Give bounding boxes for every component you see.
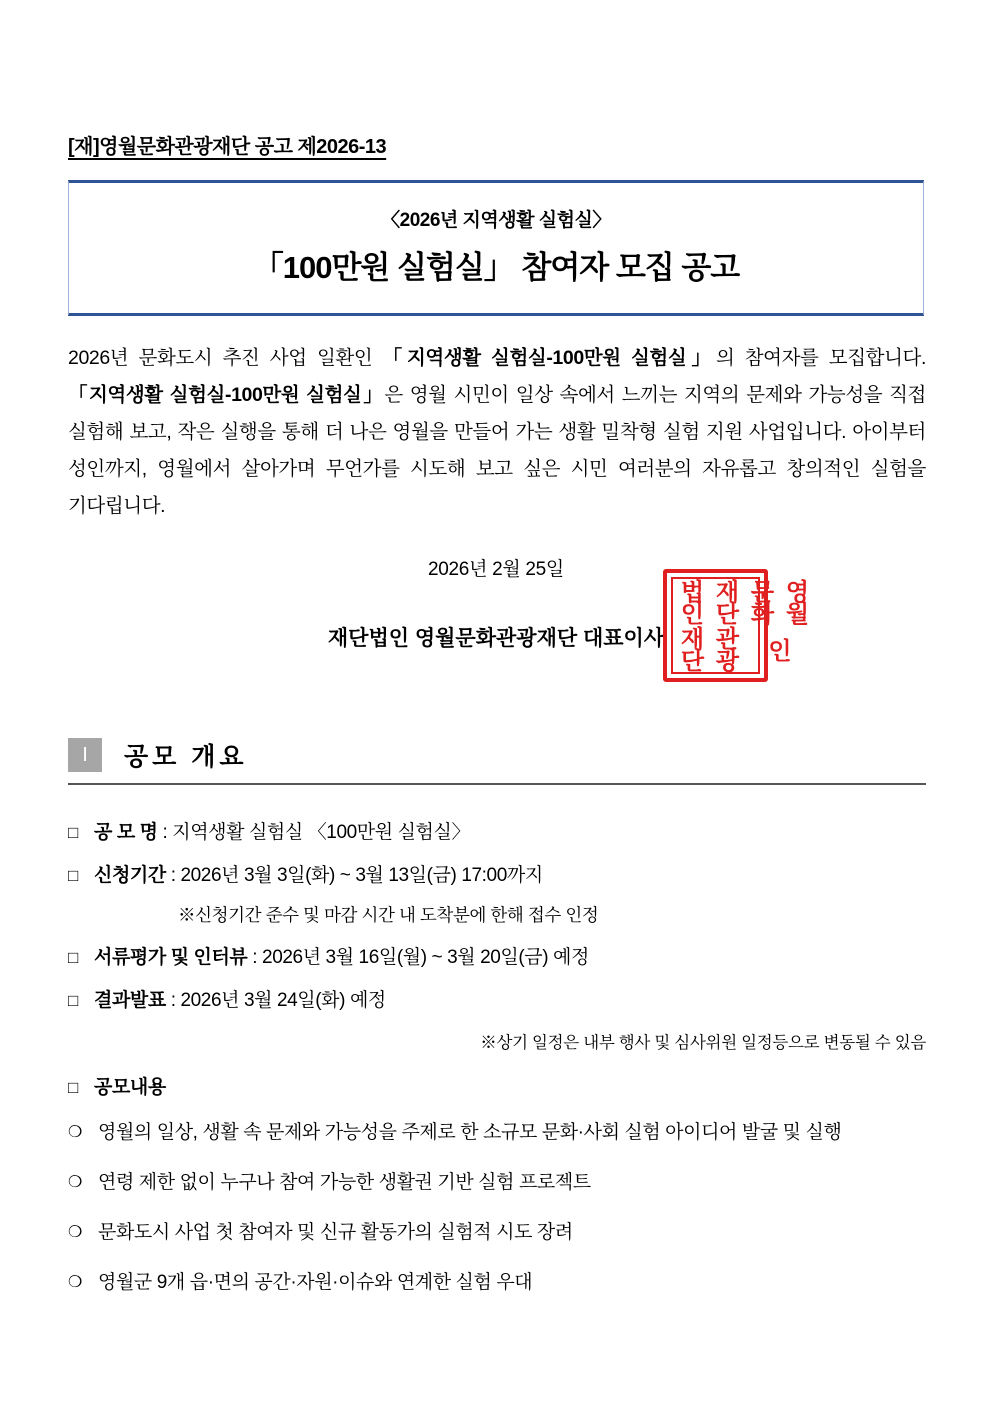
item-text (94, 986, 926, 1016)
list-item (68, 1116, 926, 1150)
official-seal-stamp (663, 569, 810, 682)
content-item-text: 연령 제한 없이 누구나 참여 가능한 생활권 기반 실험 프로젝트 (98, 1172, 591, 1193)
intro-bold-2: 「지역생활 실험실-100만원 실험실」 (68, 384, 385, 406)
item-label: 공 모 명 (94, 822, 158, 843)
section-title: 공모 개요 (124, 743, 248, 771)
intro-text-2: 의 참여자를 모집합니다. (715, 347, 926, 369)
list-item (68, 861, 926, 891)
section-head (68, 737, 926, 785)
list-item (68, 1073, 926, 1103)
square-bullet-icon: □ (68, 1078, 78, 1097)
item-label: 결과발표 (94, 990, 166, 1011)
seal-char-2: 영월문화 (746, 579, 810, 623)
schedule-change-note: ※상기 일정은 내부 행사 및 심사위원 일정등으로 변동될 수 있음 (480, 1034, 926, 1052)
circle-bullet-icon: ❍ (68, 1124, 82, 1141)
circle-bullet-icon: ❍ (68, 1174, 82, 1191)
title-subtitle: 〈2026년 지역생활 실험실〉 (381, 210, 611, 231)
item-value: 2026년 3월 3일(화) ~ 3월 13일(금) 17:00까지 (180, 865, 543, 886)
title-box (68, 180, 924, 316)
intro-bold-1: 「지역생활 실험실-100만원 실험실」 (382, 347, 716, 369)
item-value: 2026년 3월 24일(화) 예정 (180, 990, 386, 1011)
circle-bullet-icon: ❍ (68, 1274, 82, 1291)
seal-char-3: 관광재단 (676, 625, 740, 670)
item-separator: : (165, 990, 181, 1011)
content-item-text: 영월의 일상, 생활 속 문제와 가능성을 주제로 한 소규모 문화·사회 실험 아이디어 발굴 및 실행 (98, 1122, 842, 1143)
intro-paragraph (68, 340, 926, 525)
section-heading-overview (68, 737, 926, 785)
item-label: 신청기간 (94, 865, 166, 886)
list-item (68, 1166, 926, 1200)
document-date: 2026년 2월 25일 (428, 559, 564, 580)
square-bullet-icon: □ (68, 866, 78, 885)
square-bullet-icon: □ (68, 948, 78, 967)
item-value: 지역생활 실험실 〈100만원 실험실〉 (172, 822, 471, 843)
list-item (68, 986, 926, 1016)
list-item (68, 818, 926, 848)
seal-char-4: 인 (763, 637, 793, 660)
square-bullet-icon: □ (68, 823, 78, 842)
item-text (94, 943, 926, 973)
list-item (68, 1216, 926, 1250)
square-bullet-icon: □ (68, 991, 78, 1010)
section-number-badge: Ⅰ (68, 738, 102, 772)
intro-text-3: 은 영월 시민이 일상 속에서 느끼는 지역의 문제와 가능성을 직접 실험해 보고, 작은 실행을 통해 더 나은 영월을 만들어 가는 생활 밀착형 실험 지원 사업입니다. 아이부터 성인까지, 영월에서 살아가며 무언가를 시도해 보고 싶은 시민 여러분의 자유롭고 창의적인 실험을 기다립니다. (68, 384, 926, 517)
item-text (94, 861, 926, 891)
circle-bullet-icon: ❍ (68, 1224, 82, 1241)
item-separator: : (165, 865, 181, 886)
page-title: 「100만원 실험실」 참여자 모집 공고 (252, 250, 740, 285)
deadline-note: ※신청기간 준수 및 마감 시간 내 도착분에 한해 접수 인정 (178, 905, 599, 925)
item-separator: : (157, 822, 173, 843)
intro-text-1: 2026년 문화도시 추진 사업 일환인 (68, 347, 383, 369)
content-item-text: 문화도시 사업 첫 참여자 및 신규 활동가의 실험적 시도 장려 (98, 1222, 573, 1243)
item-value: 2026년 3월 16일(월) ~ 3월 20일(금) 예정 (262, 947, 589, 968)
seal-inner-grid (671, 577, 810, 674)
list-item (68, 943, 926, 973)
overview-body (68, 818, 926, 1316)
content-label: 공모내용 (94, 1077, 166, 1098)
signature-line: 재단법인 영월문화관광재단 대표이사 (327, 627, 665, 650)
item-text (94, 818, 926, 848)
list-item (68, 1266, 926, 1300)
seal-char-1: 재단법인 (676, 579, 740, 623)
item-label: 서류평가 및 인터뷰 (94, 947, 248, 968)
content-item-text: 영월군 9개 읍·면의 공간·자원·이슈와 연계한 실험 우대 (98, 1272, 533, 1293)
item-separator: : (247, 947, 263, 968)
announcement-number: [재]영월문화관광재단 공고 제2026-13 (68, 136, 387, 158)
